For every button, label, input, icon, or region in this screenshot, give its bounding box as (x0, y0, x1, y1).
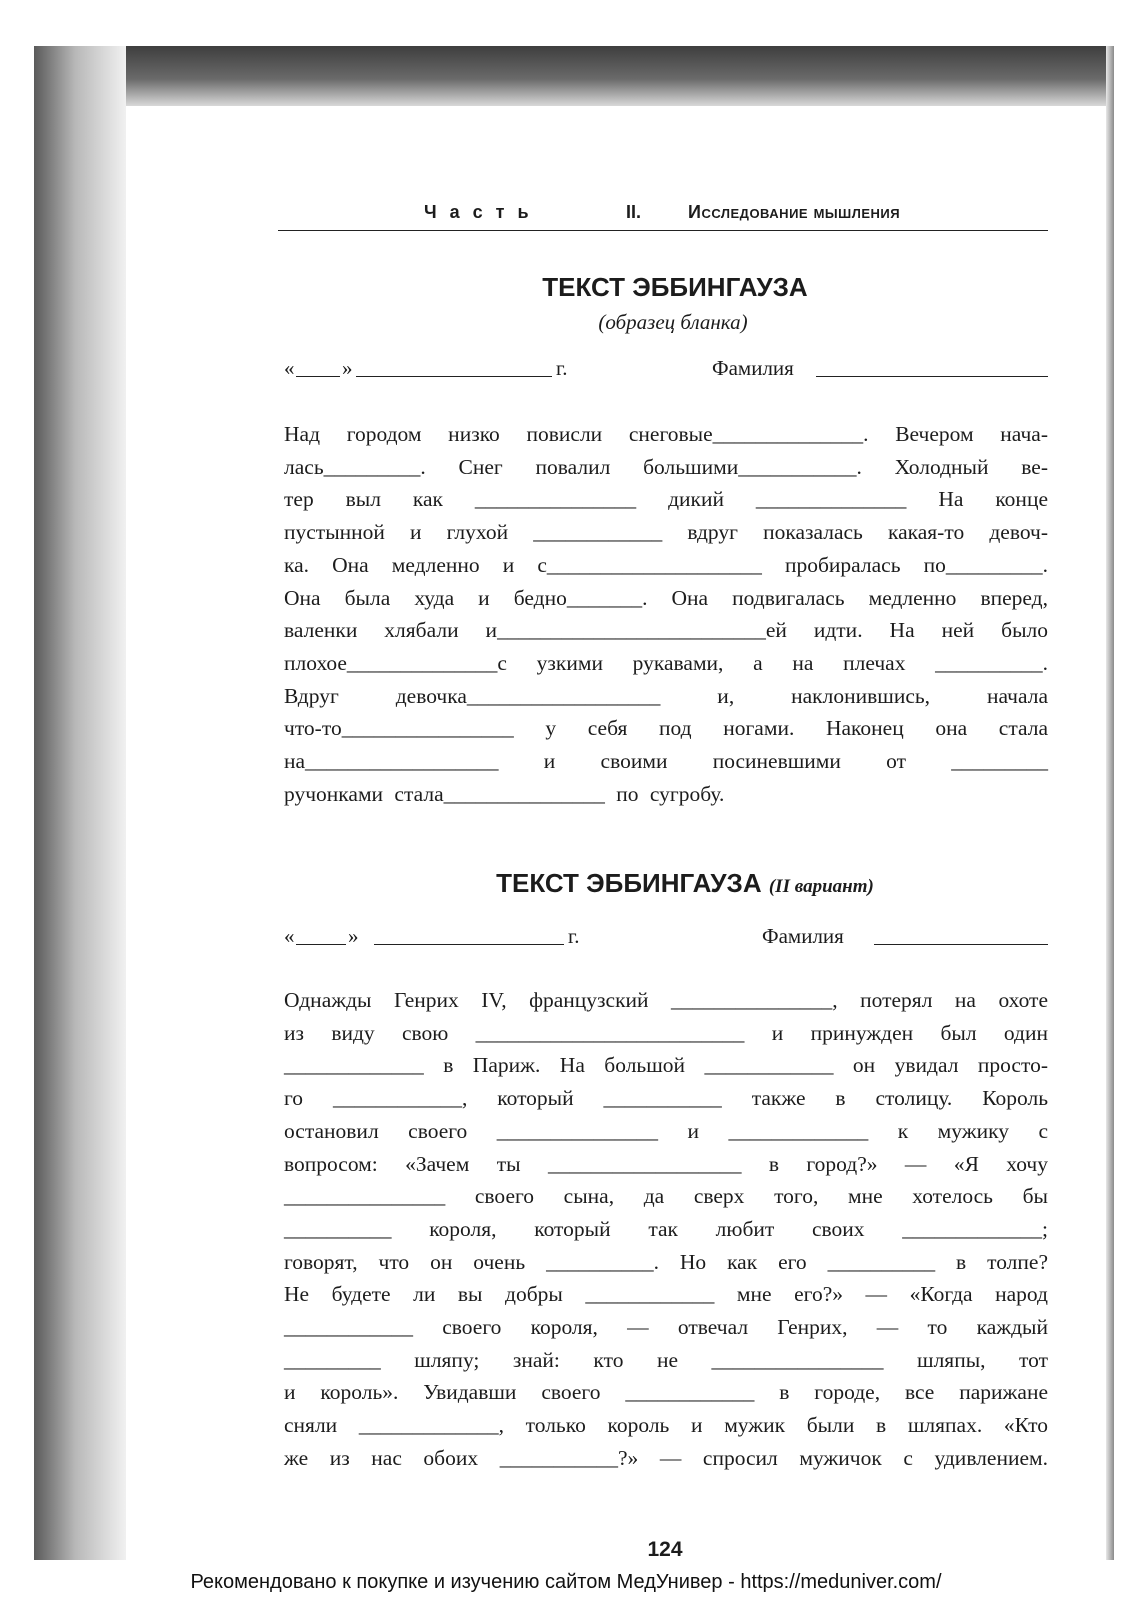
text-line: Вдруг девочка__________________ и, наклонившись, начала (284, 683, 1048, 708)
text-line: Однажды Генрих IV, французский _______________, потерял на охоте (284, 988, 1048, 1012)
text-line: валенки хлябали и_________________________ей идти. На ней было (284, 618, 1048, 643)
text-line: Она была худа и бедно_______. Она подвигалась медленно вперед, (284, 585, 1048, 610)
day-blank (296, 924, 346, 945)
page-number: 124 (647, 1538, 683, 1561)
surname-blank (874, 924, 1048, 945)
text-line: _________ шляпу; знай: кто не ________________ шляпы, тот (284, 1347, 1048, 1372)
month-blank (374, 924, 564, 945)
text-line: на__________________ и своими посиневшими от _________ (284, 749, 1048, 774)
text-line: _______________ своего сына, да сверх того, мне хотелось бы (284, 1184, 1048, 1209)
text-line: __________ короля, который так любит своих _____________; (284, 1216, 1048, 1241)
form1-title: ТЕКСТ ЭББИНГАУЗА (542, 272, 808, 302)
watermark-footer: Рекомендовано к покупке и изучению сайтом МедУнивер - https://meduniver.com/ (190, 1571, 942, 1593)
text-line: ____________ своего короля, — отвечал Генрих, — то каждый (284, 1315, 1048, 1340)
surname-label: Фамилия (762, 924, 844, 948)
day-blank (296, 356, 340, 377)
text-line: Не будете ли вы добры ____________ мне его?» — «Когда народ (284, 1282, 1048, 1307)
text-line: говорят, что он очень __________. Но как его __________ в толпе? (284, 1249, 1048, 1274)
form2-title (300, 868, 1070, 899)
date-quote-open: « (284, 356, 295, 380)
running-head-part-number: II. (626, 202, 642, 222)
text-line: же из нас обоих ___________?» — спросил мужичок с удивлением. (284, 1445, 1048, 1470)
text-line: вопросом: «Зачем ты __________________ в город?» — «Я хочу (284, 1151, 1048, 1176)
scan-shadow-left (34, 46, 126, 1560)
text-line: Над городом низко повисли снеговые______________. Вечером нача- (284, 422, 1048, 446)
year-mark: г. (556, 356, 568, 380)
text-line: сняли _____________, только король и мужик были в шляпах. «Кто (284, 1413, 1048, 1438)
text-line: ка. Она медленно и с____________________ пробиралась по_________. (284, 552, 1048, 577)
scan-shadow-top (34, 46, 1112, 106)
surname-label: Фамилия (712, 356, 794, 380)
date-quote-close: » (342, 356, 353, 380)
text-line: ручонками стала_______________ по сугробу. (284, 781, 725, 806)
form2-text (284, 984, 1048, 1475)
month-blank (356, 356, 552, 377)
text-line: лась_________. Снег повалил большими___________. Холодный ве- (284, 454, 1048, 479)
year-mark: г. (568, 924, 580, 948)
text-line: _____________ в Париж. На большой ____________ он увидал просто- (284, 1053, 1048, 1078)
text-line: го ____________, который ___________ также в столицу. Король (284, 1086, 1048, 1111)
scan-shadow-right (1106, 46, 1114, 1560)
text-line: тер выл как _______________ дикий ______________ На конце (284, 487, 1048, 512)
text-line: плохое______________с узкими рукавами, а на плечах __________. (284, 650, 1048, 675)
form1-text (284, 418, 1048, 810)
text-line: пустынной и глухой ____________ вдруг показалась какая-то девоч- (284, 520, 1048, 545)
text-line: остановил своего _______________ и _____________ к мужику с (284, 1118, 1048, 1143)
running-head (278, 200, 1048, 231)
date-quote-open: « (284, 924, 295, 948)
running-head-section-title: Исследование мышления (688, 202, 901, 222)
surname-blank (816, 356, 1048, 377)
form1-subtitle: (образец бланка) (598, 310, 748, 334)
form2-title-text: ТЕКСТ ЭББИНГАУЗА (496, 868, 762, 898)
text-line: что-то________________ у себя под ногами. Наконец она стала (284, 716, 1048, 741)
date-quote-close: » (348, 924, 359, 948)
form1-header-line (284, 356, 1048, 386)
text-line: и король». Увидавши своего ____________ в городе, все парижане (284, 1380, 1048, 1405)
running-head-part-label: Часть (424, 202, 542, 222)
form2-variant-label: (II вариант) (768, 876, 874, 897)
text-line: из виду свою _________________________ и принужден был один (284, 1020, 1048, 1045)
form2-header-line (284, 924, 1048, 954)
